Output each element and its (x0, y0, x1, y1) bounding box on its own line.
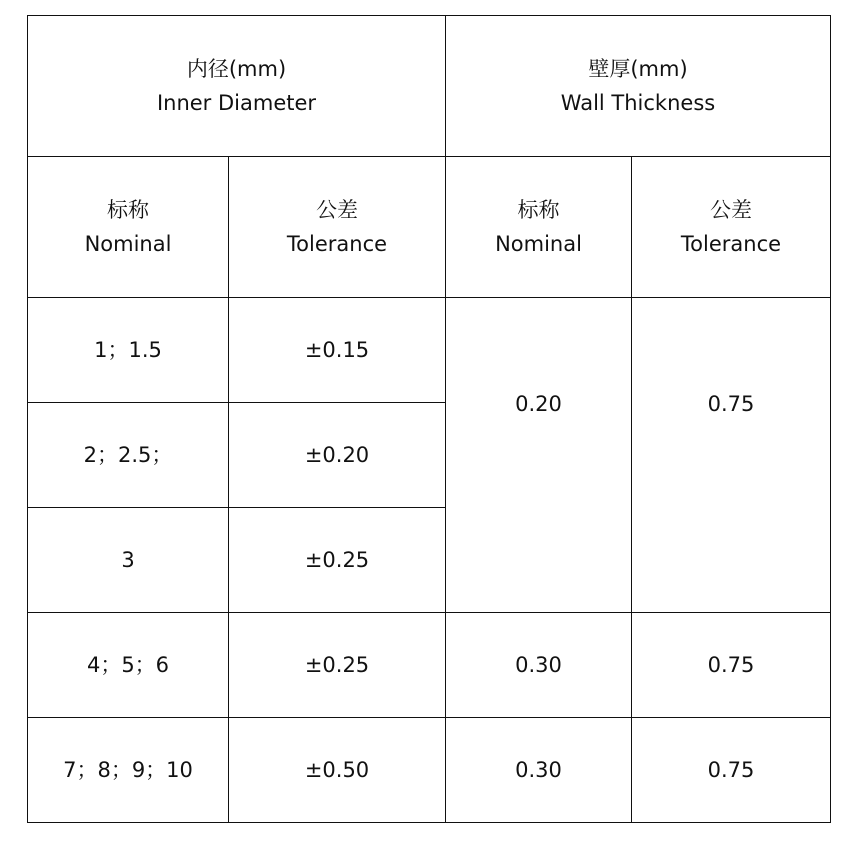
table-row (28, 613, 831, 718)
wall-tolerance-header (632, 157, 831, 298)
inner-tolerance-cell: ±0.20 (229, 403, 446, 508)
inner-nominal-cell: 4；5；6 (28, 613, 229, 718)
inner-tolerance-cell: ±0.50 (229, 718, 446, 823)
nominal-en: Nominal (495, 232, 582, 256)
tolerance-cn: 公差 (710, 198, 752, 222)
table-row (28, 298, 831, 403)
wall-nominal-cell: 0.30 (446, 613, 632, 718)
nominal-en: Nominal (84, 232, 172, 256)
inner-nominal-cell: 3 (28, 508, 229, 613)
inner-nominal-cell: 1；1.5 (28, 298, 229, 403)
wall-tolerance-cell: 0.75 (632, 613, 831, 718)
wall-nominal-merged-cell (446, 298, 632, 613)
inner-nominal-header (28, 157, 229, 298)
inner-tolerance-cell: ±0.15 (229, 298, 446, 403)
tolerance-en: Tolerance (286, 232, 388, 256)
wall-nominal-value: 0.20 (515, 392, 562, 416)
wall-tolerance-cell: 0.75 (632, 718, 831, 823)
tolerance-cn: 公差 (316, 198, 358, 222)
wall-nominal-header (446, 157, 632, 298)
inner-nominal-cell: 7；8；9；10 (28, 718, 229, 823)
inner-tolerance-cell: ±0.25 (229, 508, 446, 613)
wall-nominal-cell: 0.30 (446, 718, 632, 823)
wall-thickness-cn: 壁厚(mm) (588, 57, 688, 81)
wall-tolerance-value: 0.75 (707, 392, 755, 416)
nominal-cn: 标称 (517, 198, 560, 222)
inner-tolerance-header (229, 157, 446, 298)
inner-diameter-header (28, 16, 446, 157)
spec-table (27, 15, 831, 823)
wall-tolerance-merged-cell (632, 298, 831, 613)
tolerance-en: Tolerance (680, 232, 782, 256)
header-row (28, 16, 831, 157)
inner-nominal-cell: 2；2.5； (28, 403, 229, 508)
table-row (28, 718, 831, 823)
wall-thickness-header (446, 16, 831, 157)
subheader-row (28, 157, 831, 298)
inner-diameter-cn: 内径(mm) (186, 57, 287, 81)
inner-diameter-en: Inner Diameter (156, 91, 317, 115)
nominal-cn: 标称 (107, 198, 149, 222)
inner-tolerance-cell: ±0.25 (229, 613, 446, 718)
wall-thickness-en: Wall Thickness (560, 91, 716, 115)
